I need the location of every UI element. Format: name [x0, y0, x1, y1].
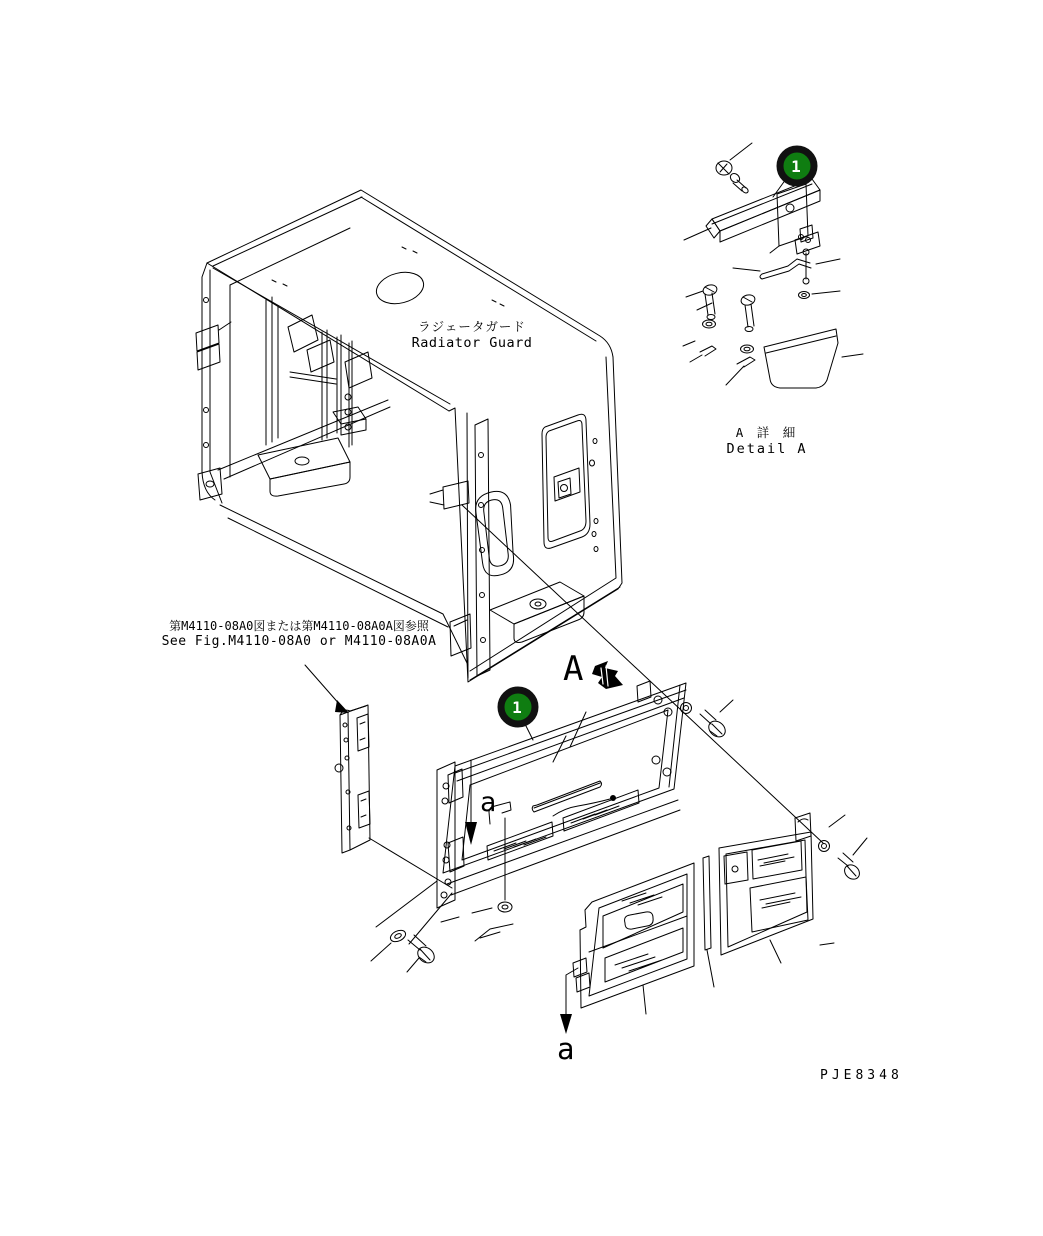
hood-drawing	[196, 190, 622, 682]
reference-note-jp: 第M4110-08A0図または第M4110-08A0A図参照	[169, 619, 429, 633]
detail-a-label-jp: A 詳 細	[735, 425, 799, 440]
right-door-drawing	[719, 813, 834, 963]
svg-text:1: 1	[791, 157, 801, 176]
reference-note	[138, 619, 460, 650]
door-center-strip-drawing	[703, 856, 714, 987]
svg-text:1: 1	[512, 698, 522, 717]
reference-note-en: See Fig.M4110-08A0 or M4110-08A0A	[161, 634, 437, 649]
left-door-drawing	[573, 863, 694, 1014]
drawing-number: PJE8348	[820, 1068, 903, 1083]
reference-arrow	[305, 665, 349, 713]
balloon-rear-panel	[501, 690, 535, 724]
detail-a-drawing	[683, 143, 863, 388]
hinge-bracket-drawing	[335, 705, 452, 888]
detail-a-label	[697, 425, 837, 458]
balloon-detail-a	[773, 149, 814, 197]
detail-a-label-en: Detail A	[726, 440, 808, 457]
section-marker-a-upper: A	[563, 649, 584, 689]
hood-title-label	[392, 319, 552, 352]
direction-marker-bottom: a	[557, 1032, 575, 1066]
direction-marker-top: a	[480, 787, 497, 818]
section-a-arrow-icon	[592, 661, 623, 689]
hood-leader-lines	[462, 505, 823, 843]
fastener-bolts-washers	[371, 700, 867, 972]
hood-title-jp: ラジェータガード	[418, 319, 526, 334]
direction-arrow-bottom	[560, 968, 578, 1034]
hood-title-en: Radiator Guard	[411, 334, 533, 351]
